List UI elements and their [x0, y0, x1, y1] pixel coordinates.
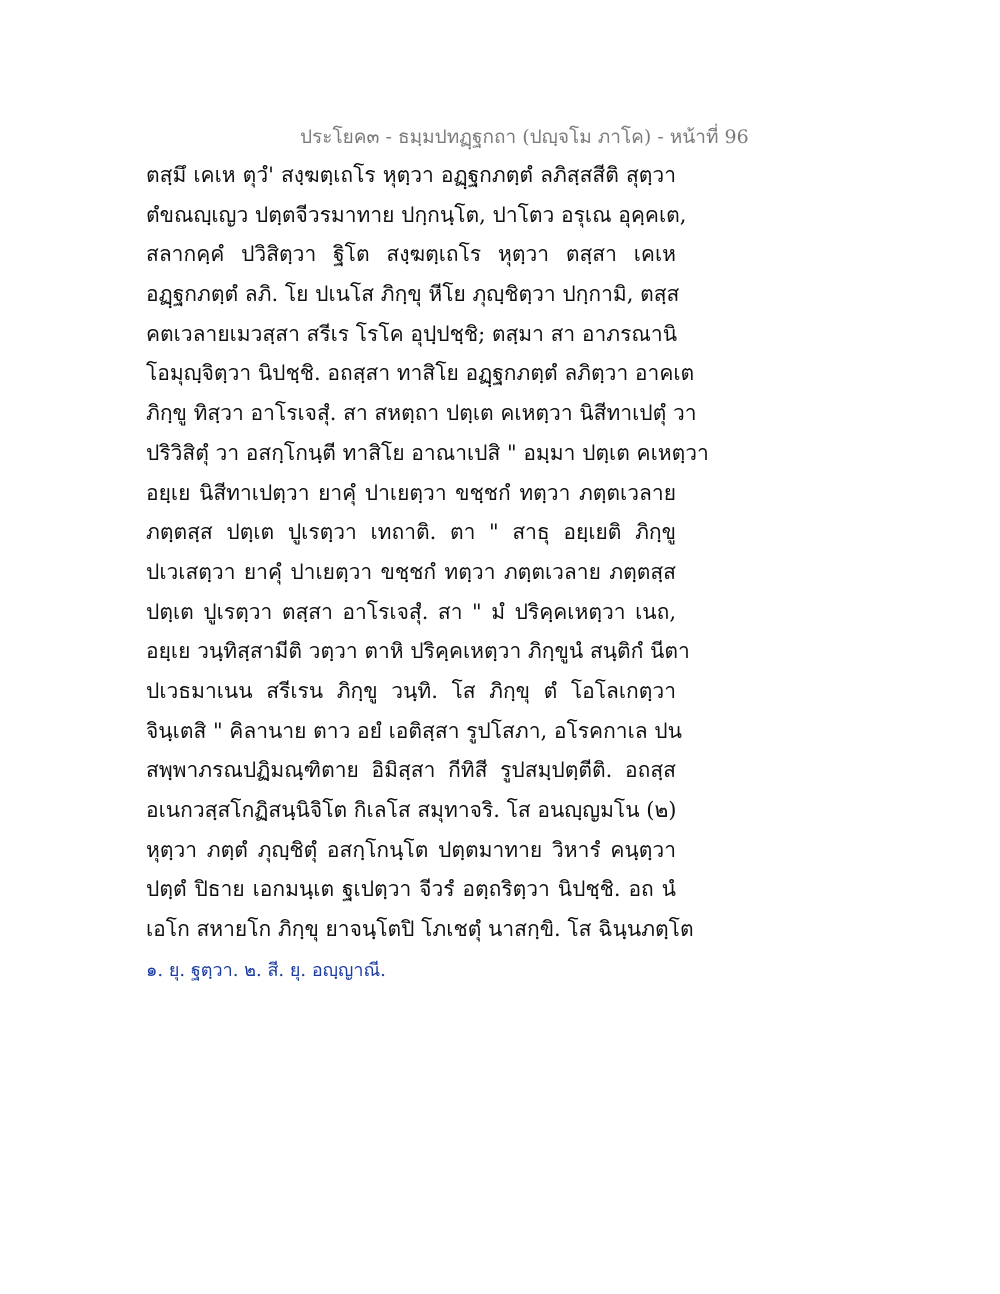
body-text	[146, 156, 709, 950]
text-line: อยฺเย นิสีทาเปตฺวา ยาคุํ ปาเยตฺวา ขชฺชกํ ทตฺวา ภตฺตเวลาย	[146, 480, 676, 505]
text-line: สลากคฺคํ ปวิสิตฺวา ฐิโต สงฺฆตฺเถโร หุตฺวา ตสฺสา เคเห	[146, 242, 676, 267]
text-line: ภตฺตสฺส ปตฺเต ปูเรตฺวา เทถาติ. ตา " สาธุ อยฺเยติ ภิกฺขู	[146, 520, 676, 545]
text-line: ตํขณญฺเญว ปตฺตจีวรมาทาย ปกฺกนฺโต, ปาโตว อรุเณ อุคฺคเต,	[146, 202, 687, 227]
text-line: ภิกฺขู ทิสฺวา อาโรเจสุํ. สา สหตฺถา ปตฺเต คเหตฺวา นิสีทาเปตุํ วา	[146, 401, 697, 426]
text-line: สพฺพาภรณปฏิมณฺฑิตาย อิมิสฺสา กีทิสี รูปสมฺปตฺตีติ. อถสฺส	[146, 758, 676, 783]
text-line: อยฺเย วนฺทิสฺสามีติ วตฺวา ตาหิ ปริคฺคเหตฺวา ภิกฺขูนํ สนฺติกํ นีตา	[146, 639, 690, 664]
text-line: ปตฺเต ปูเรตฺวา ตสฺสา อาโรเจสุํ. สา " มํ ปริคฺคเหตฺวา เนถ,	[146, 599, 676, 624]
text-line: จินฺเตสิ " คิลานาย ตาว อยํ เอติสฺสา รูปโสภา, อโรคกาเล ปน	[146, 718, 682, 743]
text-line: ปเวเสตฺวา ยาคุํ ปาเยตฺวา ขชฺชกํ ทตฺวา ภตฺตเวลาย ภตฺตสฺส	[146, 559, 676, 584]
text-line: คตเวลายเมวสฺสา สรีเร โรโค อุปฺปชฺชิ; ตสฺมา สา อาภรณานิ	[146, 321, 678, 346]
footnote: ๑. ยุ. ฐตฺวา. ๒. สี. ยุ. อญฺญาณี.	[146, 960, 386, 981]
running-head: ประโยค๓ - ธมฺมปทฏฺฐกถา (ปญฺจโม ภาโค) - หน้าที่ 96	[300, 126, 749, 148]
text-line: ปเวธมาเนน สรีเรน ภิกฺขู วนฺทิ. โส ภิกฺขุ ตํ โอโลเกตฺวา	[146, 678, 676, 703]
text-line: ปริวิสิตุํ วา อสกฺโกนฺตี ทาสิโย อาณาเปสิ " อมฺมา ปตฺเต คเหตฺวา	[146, 440, 709, 465]
text-line: เอโก สหายโก ภิกฺขุ ยาจนฺโตปิ โภเชตุํ นาสกฺขิ. โส ฉินฺนภตฺโต	[146, 917, 694, 942]
text-line: ปตฺตํ ปิธาย เอกมนฺเต ฐเปตฺวา จีวรํ อตฺถริตฺวา นิปชฺชิ. อถ นํ	[146, 877, 676, 902]
text-line: ตสฺมึ เคเห ตุวํ' สงฺฆตฺเถโร หุตฺวา อฏฺฐกภตฺตํ ลภิสฺสสีติ สุตฺวา	[146, 163, 676, 187]
text-line: หุตฺวา ภตฺตํ ภุญฺชิตุํ อสกฺโกนฺโต ปตฺตมาทาย วิหารํ คนฺตฺวา	[146, 837, 676, 862]
text-line: โอมุญฺจิตฺวา นิปชฺชิ. อถสฺสา ทาสิโย อฏฺฐกภตฺตํ ลภิตฺวา อาคเต	[146, 361, 695, 386]
text-line: อฏฺฐกภตฺตํ ลภิ. โย ปเนโส ภิกฺขุ หีโย ภุญฺชิตฺวา ปกฺกามิ, ตสฺส	[146, 282, 680, 307]
text-line: อเนกวสฺสโกฏิสนฺนิจิโต กิเลโส สมุทาจริ. โส อนญฺญมโน (๒)	[146, 798, 677, 822]
